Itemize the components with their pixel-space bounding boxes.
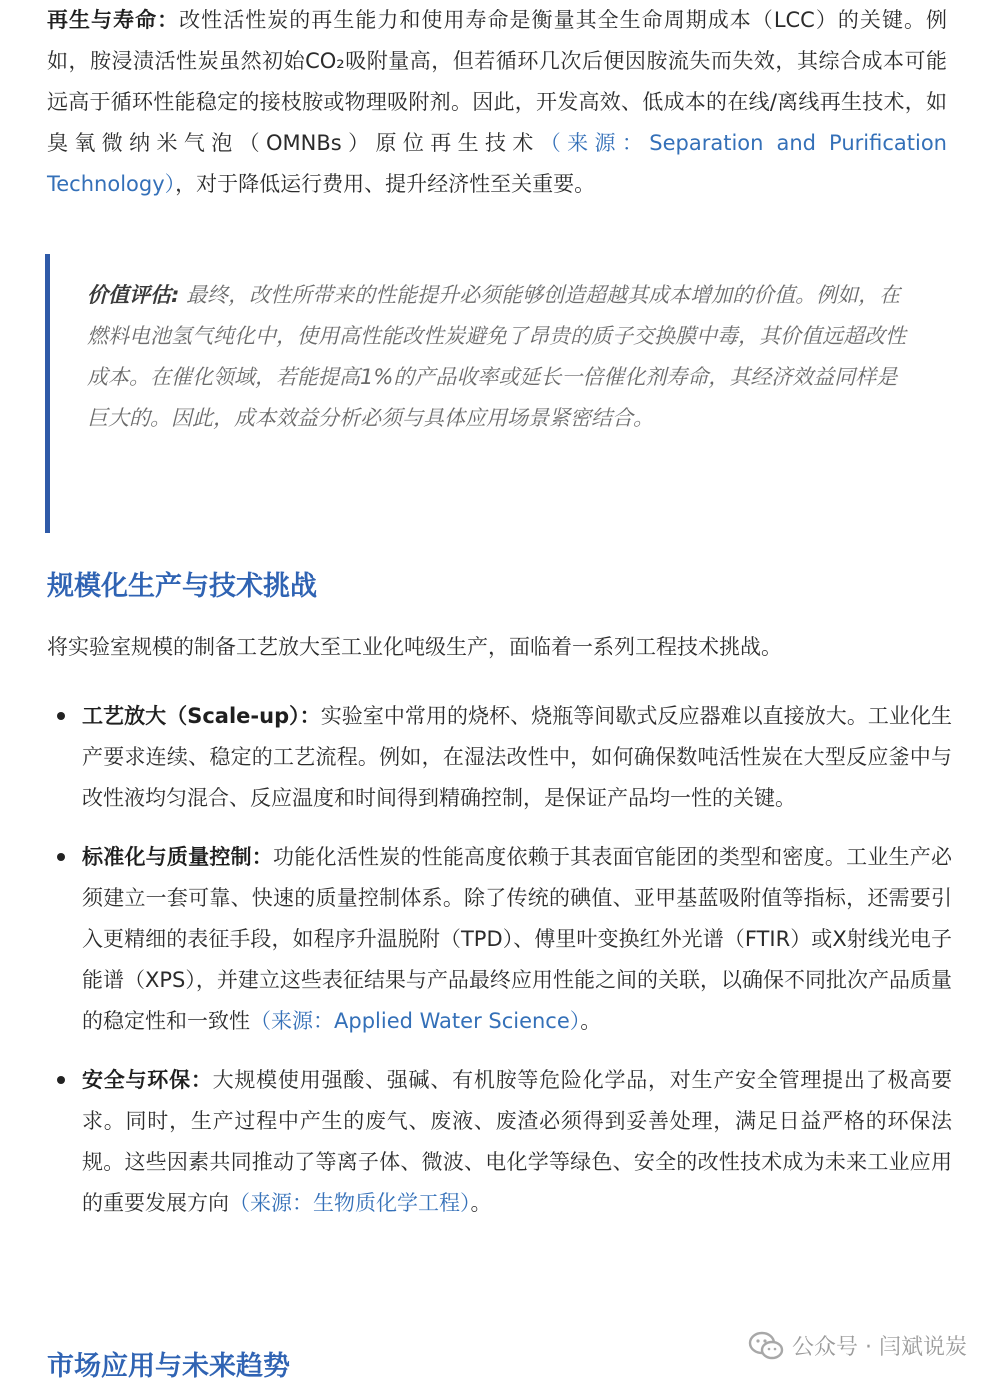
bullet-title: 安全与环保： bbox=[82, 1068, 213, 1092]
watermark bbox=[748, 1330, 967, 1361]
regen-title: 再生与寿命： bbox=[47, 8, 180, 32]
regen-source-link[interactable]: （来源：Separation and Purification Technology） bbox=[47, 131, 947, 196]
bullet-source-link[interactable]: （来源：Applied Water Science） bbox=[250, 1009, 581, 1033]
regen-body: 改性活性炭的再生能力和使用寿命是衡量其全生命周期成本（LCC）的关键。例如，胺浸渍活性炭虽然初始CO₂吸附量高，但若循环几次后便因胺流失而失效，其综合成本可能远高于循环性能稳定的接枝胺或物理吸附剂。因此，开发高效、低成本的在线/离线再生技术，如臭氧微纳米气泡（OMNBs）原位再生技术 bbox=[47, 8, 947, 155]
quote-body: 最终，改性所带来的性能提升必须能够创造超越其成本增加的价值。例如，在燃料电池氢气纯化中，使用高性能改性炭避免了昂贵的质子交换膜中毒，其价值远超改性成本。在催化领域，若能提高1%的产品收率或延长一倍催化剂寿命，其经济效益同样是巨大的。因此，成本效益分析必须与具体应用场景紧密结合。 bbox=[87, 283, 906, 430]
bullet-body: 功能化活性炭的性能高度依赖于其表面官能团的类型和密度。工业生产必须建立一套可靠、快速的质量控制体系。除了传统的碘值、亚甲基蓝吸附值等指标，还需要引入更精细的表征手段，如程序升温脱附（TPD）、傅里叶变换红外光谱（FTIR）或X射线光电子能谱（XPS），并建立这些表征结果与产品最终应用性能之间的关联，以确保不同批次产品质量的稳定性和一致性 bbox=[82, 845, 953, 1033]
list-item-scale-up bbox=[82, 696, 952, 819]
regen-paragraph bbox=[47, 0, 947, 205]
bullet-tail: 。 bbox=[580, 1009, 602, 1033]
bullet-title: 标准化与质量控制： bbox=[82, 845, 274, 869]
bullet-dot bbox=[57, 853, 65, 861]
list-item-safety bbox=[82, 1060, 952, 1224]
bullet-body: 大规模使用强酸、强碱、有机胺等危险化学品，对生产安全管理提出了极高要求。同时，生产过程中产生的废气、废液、废渣必须得到妥善处理，满足日益严格的环保法规。这些因素共同推动了等离子体、微波、电化学等绿色、安全的改性技术成为未来工业应用的重要发展方向 bbox=[82, 1068, 953, 1215]
bullet-source-link[interactable]: （来源：生物质化学工程） bbox=[229, 1191, 471, 1215]
quote-title: 价值评估: bbox=[87, 283, 180, 307]
wechat-icon bbox=[748, 1331, 784, 1361]
bullet-title: 工艺放大（Scale-up）： bbox=[82, 704, 321, 728]
section-intro: 将实验室规模的制备工艺放大至工业化吨级生产，面临着一系列工程技术挑战。 bbox=[47, 635, 782, 659]
bullet-dot bbox=[57, 1076, 65, 1084]
section-heading-scale-up: 规模化生产与技术挑战 bbox=[47, 571, 317, 602]
value-assessment-quote bbox=[87, 275, 917, 439]
bullet-dot bbox=[57, 712, 65, 720]
section-heading-market: 市场应用与未来趋势 bbox=[47, 1351, 290, 1382]
challenge-list bbox=[0, 696, 1000, 1224]
bullet-body: 实验室中常用的烧杯、烧瓶等间歇式反应器难以直接放大。工业化生产要求连续、稳定的工艺流程。例如，在湿法改性中，如何确保数吨活性炭在大型反应釜中与改性液均匀混合、反应温度和时间得到精确控制，是保证产品均一性的关键。 bbox=[82, 704, 952, 810]
list-item-quality-control bbox=[82, 837, 952, 1042]
blockquote-bar bbox=[45, 254, 50, 533]
regen-tail: ，对于降低运行费用、提升经济性至关重要。 bbox=[175, 172, 596, 196]
watermark-text: 公众号 · 闫斌说炭 bbox=[792, 1335, 967, 1360]
bullet-tail: 。 bbox=[470, 1191, 492, 1215]
